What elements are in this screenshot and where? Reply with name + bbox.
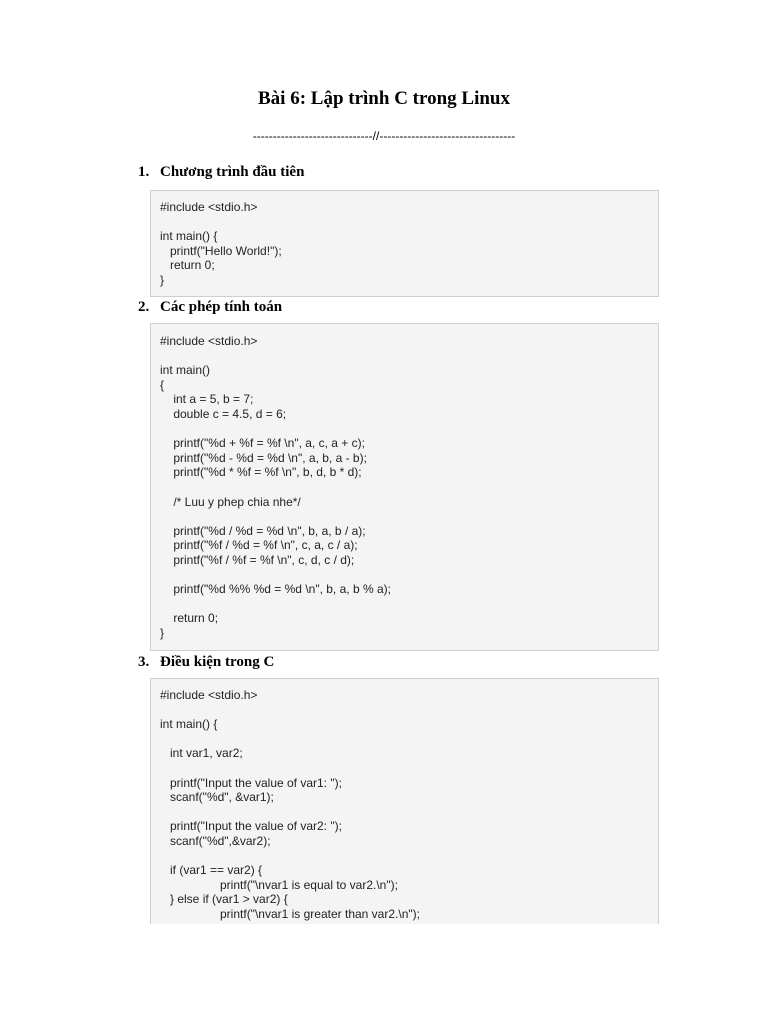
section-title: Chương trình đầu tiên xyxy=(160,164,305,180)
section-heading-3 xyxy=(138,653,274,671)
code-text: #include <stdio.h> int main() { int a = 5, b = 7; double c = 4.5, d = 6; printf("%d + %f = %f \n", a, c, a + c); printf("%d - %d = %d \n", a, b, a - b); printf("%d * %f = %f \n", b, d, b * d); /* Luu y phep chia nhe*/ printf("%d / %d = %d \n", b, a, b / a); printf("%f / %d = %f \n", c, a, c / a); printf("%f / %f = %f \n", c, d, c / d); printf("%d %% %d = %d \n", b, a, b % a); return 0; } xyxy=(160,334,391,640)
code-block-2[interactable] xyxy=(150,323,659,651)
section-heading-1 xyxy=(138,163,304,181)
section-title: Điều kiện trong C xyxy=(160,654,275,670)
section-number: 2. xyxy=(138,299,150,315)
section-heading-2 xyxy=(138,298,282,316)
code-text: #include <stdio.h> int main() { printf("Hello World!"); return 0; } xyxy=(160,200,282,287)
section-title: Các phép tính toán xyxy=(160,299,283,315)
page-title: Bài 6: Lập trình C trong Linux xyxy=(258,88,510,109)
title-divider: ------------------------------//---------------------------------- xyxy=(252,129,516,143)
code-block-3[interactable] xyxy=(150,678,659,924)
section-number: 1. xyxy=(138,164,150,180)
code-block-1[interactable] xyxy=(150,190,659,297)
section-number: 3. xyxy=(138,654,150,670)
code-text: #include <stdio.h> int main() { int var1, var2; printf("Input the value of var1: "); scanf("%d", &var1); printf("Input the value of var2: "); scanf("%d",&var2); if (var1 == var2) { printf("\nvar1 is equal to var2.\n"); } else if (var1 > var2) { printf("\nvar1 is greater than var2.\n"); xyxy=(160,688,420,921)
